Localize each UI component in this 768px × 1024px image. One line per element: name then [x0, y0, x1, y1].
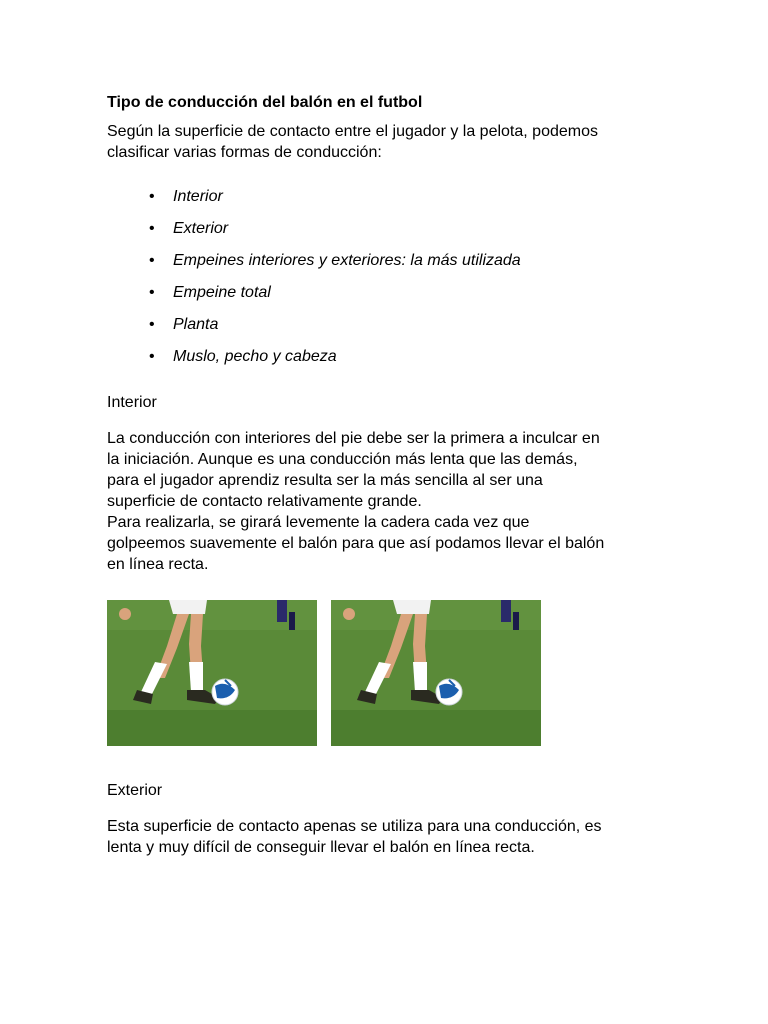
exterior-heading: Exterior: [107, 782, 163, 799]
list-item: [107, 282, 667, 303]
list-item: [107, 346, 667, 367]
list-item: [107, 250, 667, 271]
bullet-icon: •: [149, 220, 155, 237]
bullet-icon: •: [149, 252, 155, 269]
document-title: Tipo de conducción del balón en el futbol: [107, 94, 423, 111]
conduction-methods-list: [107, 186, 667, 367]
soccer-player-icon: [331, 600, 541, 746]
list-item-label: Exterior: [173, 220, 229, 237]
exterior-line: lenta y muy difícil de conseguir llevar el balón en línea recta.: [107, 839, 535, 856]
exterior-paragraph: [107, 816, 667, 858]
bullet-icon: •: [149, 348, 155, 365]
intro-line-1: Según la superficie de contacto entre el jugador y la pelota, podemos: [107, 123, 598, 140]
intro-paragraph: [107, 121, 667, 163]
photo-row: [107, 600, 667, 746]
interior-line: La conducción con interiores del pie debe ser la primera a inculcar en: [107, 430, 600, 447]
list-item-label: Empeine total: [173, 284, 271, 301]
list-item-label: Interior: [173, 188, 223, 205]
interior-line: golpeemos suavemente el balón para que así podamos llevar el balón: [107, 535, 605, 552]
list-item: [107, 186, 667, 207]
bullet-icon: •: [149, 316, 155, 333]
interior-line: Para realizarla, se girará levemente la cadera cada vez que: [107, 514, 530, 531]
list-item: [107, 218, 667, 239]
bullet-icon: •: [149, 284, 155, 301]
soccer-dribble-photo: [331, 600, 541, 746]
exterior-line: Esta superficie de contacto apenas se utiliza para una conducción, es: [107, 818, 602, 835]
interior-line: la iniciación. Aunque es una conducción más lenta que las demás,: [107, 451, 578, 468]
list-item-label: Muslo, pecho y cabeza: [173, 348, 337, 365]
intro-line-2: clasificar varias formas de conducción:: [107, 144, 382, 161]
soccer-dribble-photo: [107, 600, 317, 746]
interior-line: para el jugador aprendiz resulta ser la más sencilla al ser una: [107, 472, 543, 489]
interior-line: superficie de contacto relativamente grande.: [107, 493, 422, 510]
bullet-icon: •: [149, 188, 155, 205]
list-item-label: Planta: [173, 316, 219, 333]
list-item-label: Empeines interiores y exteriores: la más utilizada: [173, 252, 521, 269]
list-item: [107, 314, 667, 335]
interior-paragraph: [107, 428, 667, 575]
interior-heading: Interior: [107, 394, 157, 411]
interior-line: en línea recta.: [107, 556, 209, 573]
document-page: [107, 92, 667, 858]
soccer-player-icon: [107, 600, 317, 746]
